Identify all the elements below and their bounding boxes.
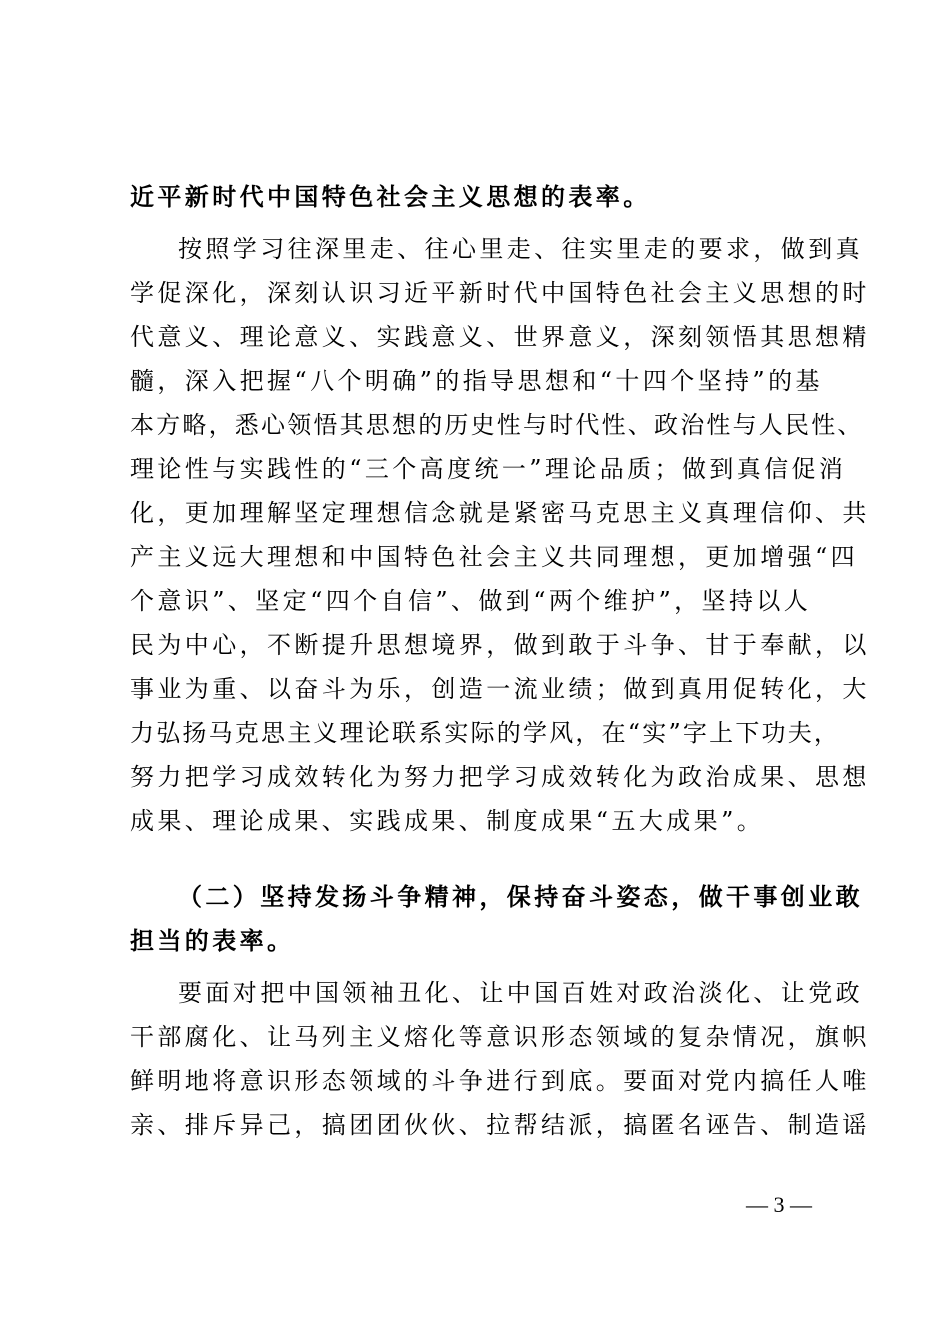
text-line: 近平新时代中国特色社会主义思想的表率。 — [130, 182, 651, 211]
text-line: 力弘扬马克思主义理论联系实际的学风，在“实”字上下功夫， — [130, 719, 841, 747]
section-heading-continuation: 担当的表率。 — [130, 926, 295, 955]
text-line: 化，更加理解坚定理想信念就是紧密马克思主义真理信仰、共 — [130, 499, 870, 527]
section-heading: （二）坚持发扬斗争精神，保持奋斗姿态，做干事创业敢 — [178, 882, 863, 911]
text-line: 亲、排斥异己，搞团团伙伙、拉帮结派，搞匿名诬告、制造谣 — [130, 1111, 870, 1139]
text-line: 产主义远大理想和中国特色社会主义共同理想，更加增强“四 — [130, 543, 859, 571]
text-line: 民为中心，不断提升思想境界，做到敢于斗争、甘于奉献，以 — [130, 631, 870, 659]
text-line: 努力把学习成效转化为努力把学习成效转化为政治成果、思想 — [130, 763, 870, 791]
text-line: 代意义、理论意义、实践意义、世界意义，深刻领悟其思想精 — [130, 323, 870, 351]
text-line: 成果、理论成果、实践成果、制度成果“五大成果”。 — [130, 807, 765, 835]
text-line: 理论性与实践性的“三个高度统一”理论品质；做到真信促消 — [130, 455, 847, 483]
text-line: 个意识”、坚定“四个自信”、做到“两个维护”，坚持以人 — [130, 587, 812, 615]
page-number: — 3 — — [746, 1192, 812, 1217]
text-line: 按照学习往深里走、往心里走、往实里走的要求，做到真 — [178, 235, 863, 263]
text-line: 干部腐化、让马列主义熔化等意识形态领域的复杂情况，旗帜 — [130, 1023, 870, 1051]
text-line: 鲜明地将意识形态领域的斗争进行到底。要面对党内搞任人唯 — [130, 1067, 870, 1095]
text-line: 本方略，悉心领悟其思想的历史性与时代性、政治性与人民性、 — [130, 411, 864, 439]
text-line: 学促深化，深刻认识习近平新时代中国特色社会主义思想的时 — [130, 279, 870, 307]
text-line: 事业为重、以奋斗为乐，创造一流业绩；做到真用促转化，大 — [130, 675, 870, 703]
text-line: 要面对把中国领袖丑化、让中国百姓对政治淡化、让党政 — [178, 979, 863, 1007]
text-line: 髓，深入把握“八个明确”的指导思想和“十四个坚持”的基 — [130, 367, 823, 395]
